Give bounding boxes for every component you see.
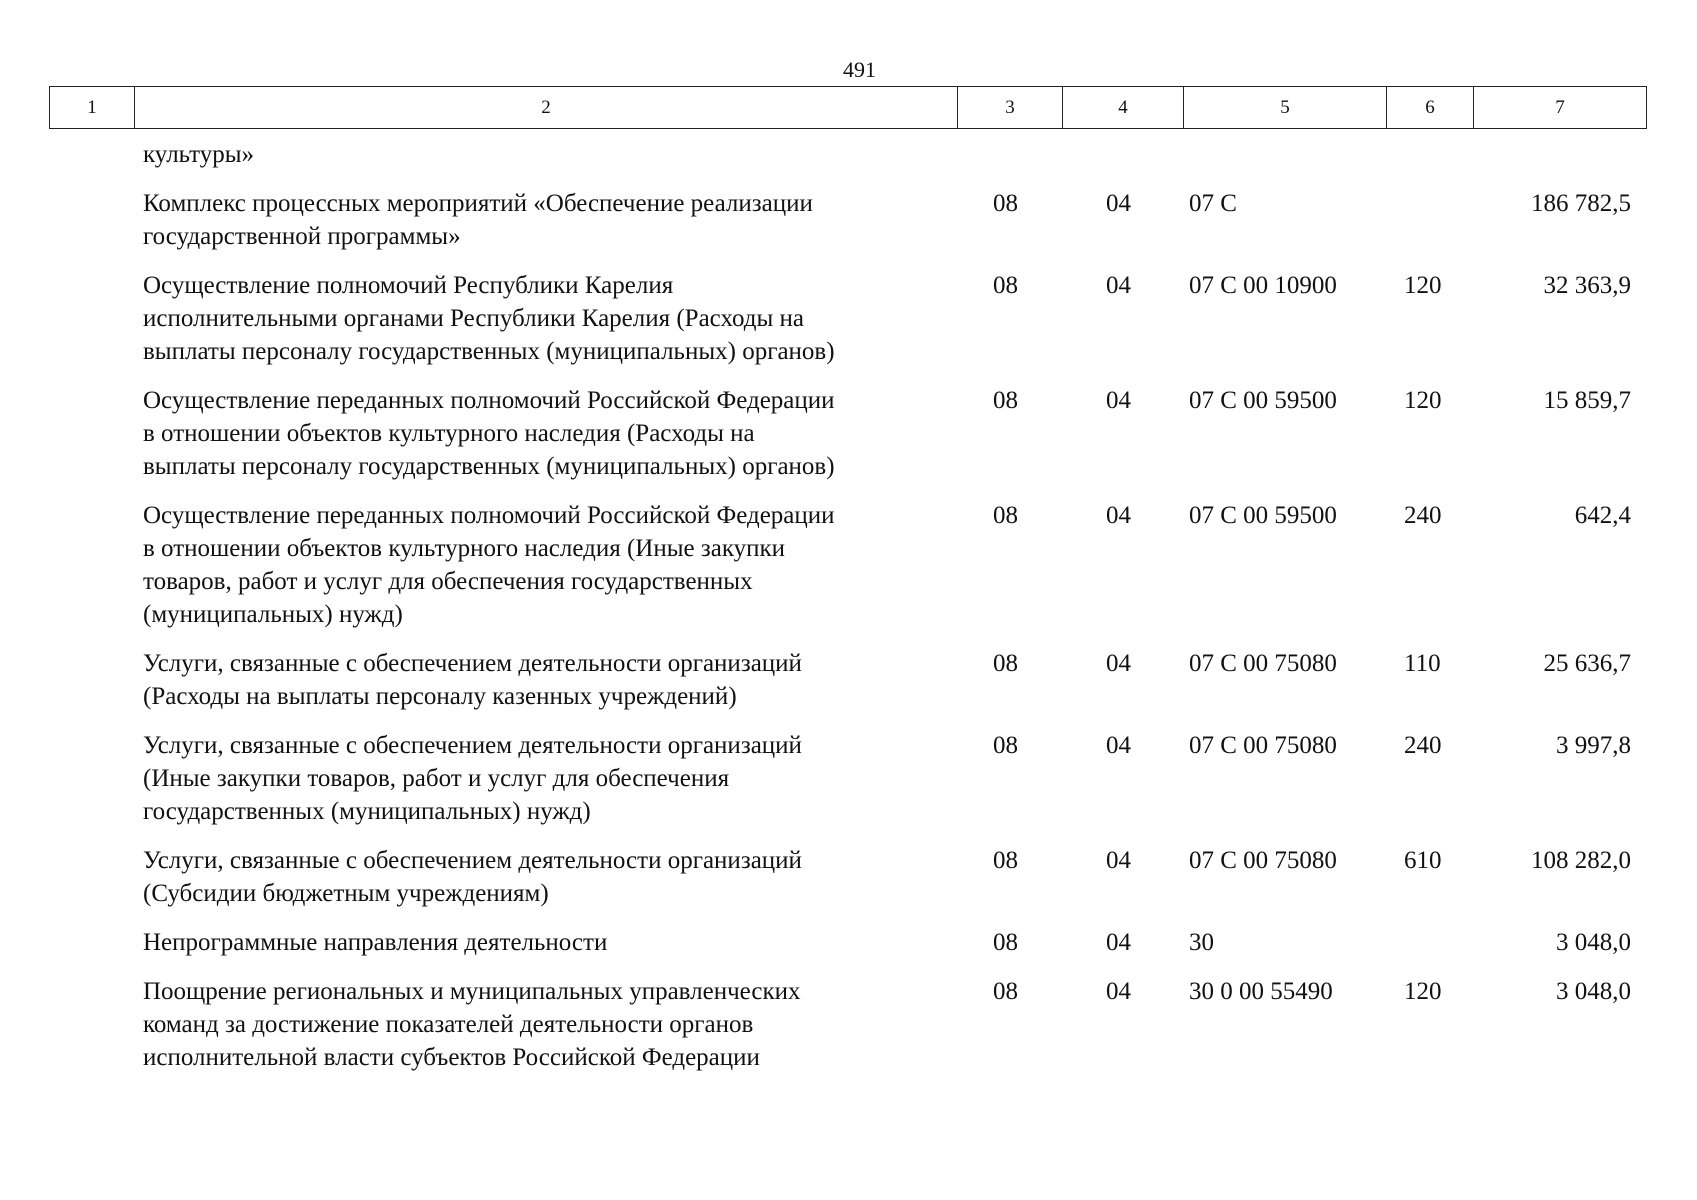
row-description-line: Непрограммные направления деятельности — [143, 929, 608, 956]
row-description-line: выплаты персоналу государственных (муниципальных) органов) — [143, 453, 835, 480]
row-target-article-code: 30 0 00 55490 — [1189, 978, 1333, 1005]
row-description-line: культуры» — [143, 141, 255, 168]
table-row — [0, 647, 1697, 713]
column-header-5: 5 — [1184, 87, 1387, 129]
row-description-line: Поощрение региональных и муниципальных управленческих — [143, 978, 801, 1005]
row-subsection-code: 04 — [1106, 847, 1131, 874]
row-description — [143, 975, 943, 1074]
budget-rows — [0, 138, 1697, 1074]
table-row — [0, 975, 1697, 1074]
row-expense-type-code: 240 — [1404, 502, 1442, 529]
row-amount: 3 997,8 — [1556, 732, 1631, 759]
row-target-article-code: 07 С 00 59500 — [1189, 387, 1337, 414]
row-description-line: государственных (муниципальных) нужд) — [143, 798, 591, 825]
row-expense-type-code: 120 — [1404, 978, 1442, 1005]
table-row — [0, 926, 1697, 959]
table-row — [0, 187, 1697, 253]
row-description-line: (муниципальных) нужд) — [143, 601, 403, 628]
column-header-2: 2 — [135, 87, 958, 129]
row-expense-type-code: 240 — [1404, 732, 1442, 759]
row-description-line: Услуги, связанные с обеспечением деятельности организаций — [143, 732, 802, 759]
table-row — [0, 384, 1697, 483]
row-target-article-code: 07 С 00 75080 — [1189, 650, 1337, 677]
row-expense-type-code: 120 — [1404, 387, 1442, 414]
row-description-line: Услуги, связанные с обеспечением деятельности организаций — [143, 650, 802, 677]
row-section-code: 08 — [993, 502, 1018, 529]
row-subsection-code: 04 — [1106, 732, 1131, 759]
row-description — [143, 138, 943, 171]
row-amount: 15 859,7 — [1543, 387, 1631, 414]
row-description-line: исполнительной власти субъектов Российской Федерации — [143, 1044, 760, 1071]
row-description-line: Комплекс процессных мероприятий «Обеспечение реализации — [143, 190, 813, 217]
row-expense-type-code: 610 — [1404, 847, 1442, 874]
row-description-line: команд за достижение показателей деятельности органов — [143, 1011, 754, 1038]
table-row — [0, 729, 1697, 828]
row-section-code: 08 — [993, 732, 1018, 759]
row-subsection-code: 04 — [1106, 650, 1131, 677]
row-subsection-code: 04 — [1106, 978, 1131, 1005]
column-header-7: 7 — [1474, 87, 1647, 129]
row-subsection-code: 04 — [1106, 272, 1131, 299]
page-number-text: 491 — [843, 57, 876, 82]
row-subsection-code: 04 — [1106, 190, 1131, 217]
row-description-line: исполнительными органами Республики Карелия (Расходы на — [143, 305, 805, 332]
row-description-line: Осуществление полномочий Республики Карелия — [143, 272, 674, 299]
row-amount: 186 782,5 — [1531, 190, 1631, 217]
row-description-line: в отношении объектов культурного наследия (Расходы на — [143, 420, 755, 447]
page-number — [0, 57, 1697, 83]
row-description — [143, 844, 943, 910]
row-description-line: в отношении объектов культурного наследия (Иные закупки — [143, 535, 786, 562]
column-header-row — [50, 87, 1647, 129]
row-subsection-code: 04 — [1106, 502, 1131, 529]
row-target-article-code: 30 — [1189, 929, 1214, 956]
row-description-line: (Расходы на выплаты персоналу казенных учреждений) — [143, 683, 737, 710]
column-header-table — [49, 86, 1647, 129]
row-description-line: Услуги, связанные с обеспечением деятельности организаций — [143, 847, 802, 874]
row-description-line: Осуществление переданных полномочий Российской Федерации — [143, 387, 835, 414]
row-target-article-code: 07 С 00 59500 — [1189, 502, 1337, 529]
row-section-code: 08 — [993, 847, 1018, 874]
row-target-article-code: 07 С 00 75080 — [1189, 732, 1337, 759]
table-row — [0, 138, 1697, 171]
row-description — [143, 499, 943, 631]
row-target-article-code: 07 С 00 10900 — [1189, 272, 1337, 299]
row-description — [143, 187, 943, 253]
row-description-line: (Иные закупки товаров, работ и услуг для обеспечения — [143, 765, 730, 792]
row-subsection-code: 04 — [1106, 387, 1131, 414]
row-description — [143, 384, 943, 483]
row-amount: 3 048,0 — [1556, 978, 1631, 1005]
row-section-code: 08 — [993, 272, 1018, 299]
row-subsection-code: 04 — [1106, 929, 1131, 956]
row-description-line: государственной программы» — [143, 223, 461, 250]
row-section-code: 08 — [993, 929, 1018, 956]
row-section-code: 08 — [993, 978, 1018, 1005]
row-target-article-code: 07 С — [1189, 190, 1237, 217]
row-amount: 32 363,9 — [1543, 272, 1631, 299]
row-description-line: выплаты персоналу государственных (муниципальных) органов) — [143, 338, 835, 365]
row-amount: 642,4 — [1574, 502, 1631, 529]
row-description — [143, 926, 943, 959]
row-description — [143, 729, 943, 828]
row-expense-type-code: 110 — [1404, 650, 1441, 677]
row-description-line: (Субсидии бюджетным учреждениям) — [143, 880, 549, 907]
row-description — [143, 269, 943, 368]
row-section-code: 08 — [993, 190, 1018, 217]
column-header-4: 4 — [1063, 87, 1184, 129]
table-row — [0, 844, 1697, 910]
table-row — [0, 499, 1697, 631]
row-target-article-code: 07 С 00 75080 — [1189, 847, 1337, 874]
row-expense-type-code: 120 — [1404, 272, 1442, 299]
row-amount: 3 048,0 — [1556, 929, 1631, 956]
column-header-3: 3 — [958, 87, 1063, 129]
row-amount: 108 282,0 — [1531, 847, 1631, 874]
row-section-code: 08 — [993, 650, 1018, 677]
table-row — [0, 269, 1697, 368]
row-section-code: 08 — [993, 387, 1018, 414]
column-header-6: 6 — [1387, 87, 1474, 129]
row-description — [143, 647, 943, 713]
column-header-1: 1 — [50, 87, 135, 129]
row-amount: 25 636,7 — [1543, 650, 1631, 677]
row-description-line: Осуществление переданных полномочий Российской Федерации — [143, 502, 835, 529]
row-description-line: товаров, работ и услуг для обеспечения государственных — [143, 568, 753, 595]
